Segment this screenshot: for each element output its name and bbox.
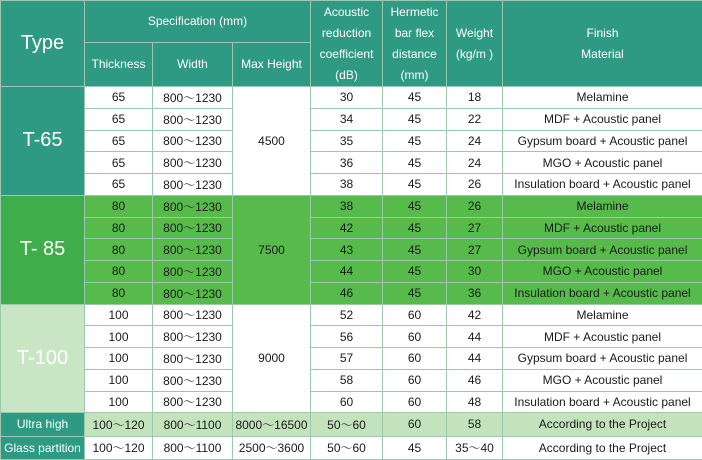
header-finish-line: Material (581, 46, 624, 61)
finish-cell: Insulation board + Acoustic panel (503, 391, 702, 413)
header-weight (447, 1, 503, 87)
header-acoustic (311, 1, 383, 87)
finish-cell: Melamine (503, 304, 702, 326)
width-cell: 800～1230 (153, 174, 233, 196)
weight-cell: 35～40 (447, 436, 503, 459)
acoustic-cell: 35 (311, 130, 383, 152)
thickness-cell: 100 (85, 391, 153, 413)
thickness-cell: 65 (85, 87, 153, 109)
thickness-cell: 80 (85, 282, 153, 304)
weight-cell: 22 (447, 108, 503, 130)
weight-cell: 26 (447, 174, 503, 196)
finish-cell: MGO + Acoustic panel (503, 261, 702, 283)
flex-distance-cell: 60 (383, 326, 447, 348)
table-row (1, 217, 702, 239)
thickness-cell: 80 (85, 195, 153, 217)
finish-cell: According to the Project (503, 436, 702, 459)
table-row (1, 130, 702, 152)
width-cell: 800～1230 (153, 282, 233, 304)
weight-cell: 42 (447, 304, 503, 326)
width-cell: 800～1230 (153, 152, 233, 174)
finish-cell: Melamine (503, 195, 702, 217)
acoustic-cell: 50～60 (311, 413, 383, 436)
acoustic-cell: 43 (311, 239, 383, 261)
flex-distance-cell: 45 (383, 130, 447, 152)
width-cell: 800～1230 (153, 348, 233, 370)
type-cell: T-65 (1, 87, 85, 196)
acoustic-cell: 38 (311, 195, 383, 217)
header-acoustic-line: Acoustic (323, 4, 370, 19)
weight-cell: 18 (447, 87, 503, 109)
header-acoustic-line: reduction (321, 25, 372, 40)
flex-distance-cell: 45 (383, 436, 447, 459)
width-cell: 800～1230 (153, 130, 233, 152)
width-cell: 800～1230 (153, 391, 233, 413)
acoustic-cell: 38 (311, 174, 383, 196)
max-height-cell: 7500 (233, 195, 311, 304)
flex-distance-cell: 45 (383, 87, 447, 109)
max-height-cell: 9000 (233, 304, 311, 413)
max-height-cell: 8000～16500 (233, 413, 311, 436)
weight-cell: 26 (447, 195, 503, 217)
finish-cell: MGO + Acoustic panel (503, 369, 702, 391)
finish-cell: MGO + Acoustic panel (503, 152, 702, 174)
acoustic-cell: 30 (311, 87, 383, 109)
thickness-cell: 65 (85, 130, 153, 152)
acoustic-cell: 60 (311, 391, 383, 413)
weight-cell: 30 (447, 261, 503, 283)
weight-cell: 46 (447, 369, 503, 391)
thickness-cell: 65 (85, 108, 153, 130)
table-row (1, 369, 702, 391)
weight-cell: 36 (447, 282, 503, 304)
acoustic-cell: 52 (311, 304, 383, 326)
thickness-cell: 100～120 (85, 436, 153, 459)
acoustic-cell: 56 (311, 326, 383, 348)
flex-distance-cell: 45 (383, 261, 447, 283)
acoustic-cell: 50～60 (311, 436, 383, 459)
flex-distance-cell: 60 (383, 304, 447, 326)
header-hermetic (383, 1, 447, 87)
acoustic-cell: 58 (311, 369, 383, 391)
header-acoustic-line: (dB) (335, 67, 358, 82)
flex-distance-cell: 45 (383, 217, 447, 239)
header-width: Width (153, 42, 233, 86)
finish-cell: MDF + Acoustic panel (503, 108, 702, 130)
acoustic-cell: 42 (311, 217, 383, 239)
header-finish (503, 1, 702, 87)
flex-distance-cell: 45 (383, 195, 447, 217)
flex-distance-cell: 45 (383, 239, 447, 261)
finish-cell: MDF + Acoustic panel (503, 326, 702, 348)
flex-distance-cell: 60 (383, 369, 447, 391)
weight-cell: 44 (447, 348, 503, 370)
width-cell: 800～1100 (153, 436, 233, 459)
header-hermetic-line: distance (392, 46, 437, 61)
header-type: Type (1, 1, 85, 87)
thickness-cell: 65 (85, 152, 153, 174)
table-row (1, 326, 702, 348)
weight-cell: 58 (447, 413, 503, 436)
header-hermetic-line: bar flex (394, 25, 435, 40)
flex-distance-cell: 45 (383, 282, 447, 304)
header-weight-line: Weight (455, 25, 494, 40)
finish-cell: Gypsum board + Acoustic panel (503, 348, 702, 370)
acoustic-cell: 36 (311, 152, 383, 174)
table-row (1, 282, 702, 304)
table-row (1, 108, 702, 130)
table-row (1, 413, 702, 436)
flex-distance-cell: 60 (383, 413, 447, 436)
acoustic-cell: 34 (311, 108, 383, 130)
header-specification: Specification (mm) (85, 1, 311, 43)
header-hermetic-line: Hermetic (390, 4, 439, 19)
table-row (1, 195, 702, 217)
width-cell: 800～1100 (153, 413, 233, 436)
weight-cell: 27 (447, 239, 503, 261)
type-cell: Ultra high (1, 413, 85, 436)
flex-distance-cell: 60 (383, 348, 447, 370)
weight-cell: 24 (447, 152, 503, 174)
acoustic-cell: 57 (311, 348, 383, 370)
width-cell: 800～1230 (153, 369, 233, 391)
flex-distance-cell: 45 (383, 108, 447, 130)
type-cell: Glass partition (1, 436, 85, 459)
width-cell: 800～1230 (153, 87, 233, 109)
flex-distance-cell: 45 (383, 152, 447, 174)
finish-cell: MDF + Acoustic panel (503, 217, 702, 239)
table-body (1, 1, 702, 460)
weight-cell: 48 (447, 391, 503, 413)
table-row (1, 87, 702, 109)
width-cell: 800～1230 (153, 239, 233, 261)
header-thickness: Thickness (85, 42, 153, 86)
width-cell: 800～1230 (153, 195, 233, 217)
width-cell: 800～1230 (153, 326, 233, 348)
acoustic-cell: 46 (311, 282, 383, 304)
weight-cell: 27 (447, 217, 503, 239)
table-row (1, 174, 702, 196)
header-acoustic-line: coefficient (319, 46, 374, 61)
table-row (1, 391, 702, 413)
acoustic-cell: 44 (311, 261, 383, 283)
thickness-cell: 65 (85, 174, 153, 196)
flex-distance-cell: 60 (383, 391, 447, 413)
thickness-cell: 80 (85, 261, 153, 283)
width-cell: 800～1230 (153, 304, 233, 326)
finish-cell: According to the Project (503, 413, 702, 436)
thickness-cell: 100 (85, 326, 153, 348)
max-height-cell: 2500～3600 (233, 436, 311, 459)
header-max-height: Max Height (233, 42, 311, 86)
flex-distance-cell: 45 (383, 174, 447, 196)
finish-cell: Gypsum board + Acoustic panel (503, 130, 702, 152)
table-row (1, 152, 702, 174)
table-row (1, 261, 702, 283)
width-cell: 800～1230 (153, 108, 233, 130)
header-hermetic-line: (mm) (400, 67, 429, 82)
type-cell: T-100 (1, 304, 85, 413)
table-row (1, 239, 702, 261)
finish-cell: Insulation board + Acoustic panel (503, 282, 702, 304)
table-row (1, 436, 702, 459)
finish-cell: Gypsum board + Acoustic panel (503, 239, 702, 261)
header-finish-line: Finish (586, 25, 619, 40)
width-cell: 800～1230 (153, 261, 233, 283)
finish-cell: Insulation board + Acoustic panel (503, 174, 702, 196)
weight-cell: 44 (447, 326, 503, 348)
table-row (1, 348, 702, 370)
type-cell: T- 85 (1, 195, 85, 304)
finish-cell: Melamine (503, 87, 702, 109)
header-weight-line: (kg/m ) (455, 46, 494, 61)
max-height-cell: 4500 (233, 87, 311, 196)
thickness-cell: 80 (85, 239, 153, 261)
thickness-cell: 100 (85, 369, 153, 391)
thickness-cell: 100～120 (85, 413, 153, 436)
thickness-cell: 80 (85, 217, 153, 239)
weight-cell: 24 (447, 130, 503, 152)
table-row (1, 304, 702, 326)
width-cell: 800～1230 (153, 217, 233, 239)
thickness-cell: 100 (85, 348, 153, 370)
thickness-cell: 100 (85, 304, 153, 326)
